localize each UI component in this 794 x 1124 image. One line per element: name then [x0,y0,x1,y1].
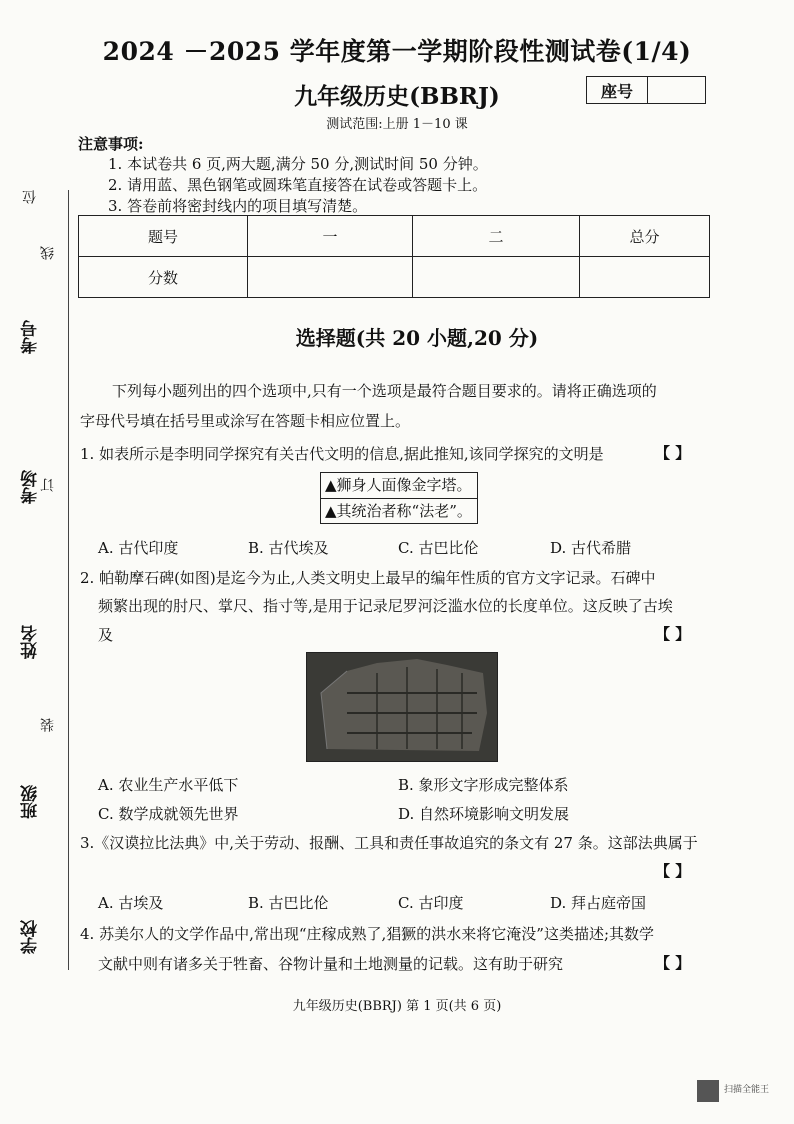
question-3-text: 3.《汉谟拉比法典》中,关于劳动、报酬、工具和责任事故追究的条文有 27 条。这部法典属于 [80,834,698,852]
qr-code-icon [697,1080,719,1102]
q1-option-b[interactable]: B. 古代埃及 [248,539,329,557]
question-1-text: 1. 如表所示是李明同学探究有关古代文明的信息,据此推知,该同学探究的文明是 [80,445,604,463]
seat-number-field[interactable] [648,77,705,103]
test-range: 测试范围:上册 1－10 课 [326,117,468,132]
binding-edge-text: 位 [22,190,38,204]
binding-mark-install: 装 [40,718,56,732]
binding-mark-line: 线 [40,246,56,260]
binding-label-name: 姓名 [21,625,41,659]
q3-option-a[interactable]: A. 古埃及 [98,894,164,912]
binding-mark-order: 订 [40,478,56,492]
question-2-text: 2. 帕勒摩石碑(如图)是迄今为止,人类文明史上最早的编年性质的官方文字记录。石碑中 [80,569,656,587]
q1-option-c[interactable]: C. 古巴比伦 [398,539,479,557]
score-row-label: 分数 [79,257,248,298]
answer-bracket-1[interactable]: 【 】 [655,444,691,462]
binding-label-school: 学校 [21,920,41,954]
score-table-header: 总分 [580,216,710,257]
page-footer: 九年级历史(BBRJ) 第 1 页(共 6 页) [292,999,502,1014]
notice-item: 2. 请用蓝、黑色钢笔或圆珠笔直接答在试卷或答题卡上。 [108,176,488,194]
score-table-header: 二 [413,216,580,257]
score-cell-total[interactable] [580,257,710,298]
binding-line [68,190,69,970]
q3-option-d[interactable]: D. 拜占庭帝国 [550,894,647,912]
q2-option-a[interactable]: A. 农业生产水平低下 [98,776,239,794]
q2-option-d[interactable]: D. 自然环境影响文明发展 [398,805,570,823]
section-title: 选择题(共 20 小题,20 分) [295,326,539,350]
q1-option-d[interactable]: D. 古代希腊 [550,539,632,557]
q3-option-b[interactable]: B. 古巴比伦 [248,894,329,912]
answer-bracket-3[interactable]: 【 】 [655,862,691,880]
score-table-header: 题号 [79,216,248,257]
score-table-header-row [79,216,710,257]
binding-label-class: 班级 [21,785,41,819]
score-cell-part-2[interactable] [413,257,580,298]
score-table-row [79,257,710,298]
score-table-header: 一 [248,216,413,257]
q3-option-c[interactable]: C. 古印度 [398,894,464,912]
score-table [78,215,710,298]
question-4-text: 4. 苏美尔人的文学作品中,常出现“庄稼成熟了,猖獗的洪水来将它淹没”这类描述;其数学 [80,925,655,943]
info-row: ▲其统治者称“法老”。 [321,498,477,524]
info-row: ▲狮身人面像金字塔。 [325,476,472,494]
answer-bracket-2[interactable]: 【 】 [655,625,691,643]
seat-label: 座号 [587,77,648,103]
answer-bracket-4[interactable]: 【 】 [655,954,691,972]
exam-title: 2024 －2025 学年度第一学期阶段性测试卷(1/4) [102,37,692,66]
seat-number-box[interactable] [586,76,706,104]
score-cell-part-1[interactable] [248,257,413,298]
q2-option-c[interactable]: C. 数学成就领先世界 [98,805,239,823]
subject-title: 九年级历史(BBRJ) [294,83,500,110]
binding-label-exam-room: 考场 [21,470,41,504]
scanner-watermark: 扫描全能王 [724,1085,770,1095]
section-instruction: 下列每小题列出的四个选项中,只有一个选项是最符合题目要求的。请将正确选项的 [112,382,657,400]
binding-label-exam-number: 考号 [21,320,41,354]
question-4-text: 文献中则有诸多关于牲畜、谷物计量和土地测量的记载。这有助于研究 [98,955,564,973]
question-2-text: 频繁出现的肘尺、掌尺、指寸等,是用于记录尼罗河泛滥水位的长度单位。这反映了古埃 [98,597,673,615]
palermo-stone-image [306,652,498,762]
notice-item: 1. 本试卷共 6 页,两大题,满分 50 分,测试时间 50 分钟。 [108,155,488,173]
question-2-text: 及 [98,626,114,644]
question-1-info-box [320,472,478,524]
q1-option-a[interactable]: A. 古代印度 [98,539,179,557]
section-instruction: 字母代号填在括号里或涂写在答题卡相应位置上。 [80,412,411,430]
q2-option-b[interactable]: B. 象形文字形成完整体系 [398,776,569,794]
notice-item: 3. 答卷前将密封线内的项目填写清楚。 [108,197,368,215]
notice-title: 注意事项: [78,135,144,153]
